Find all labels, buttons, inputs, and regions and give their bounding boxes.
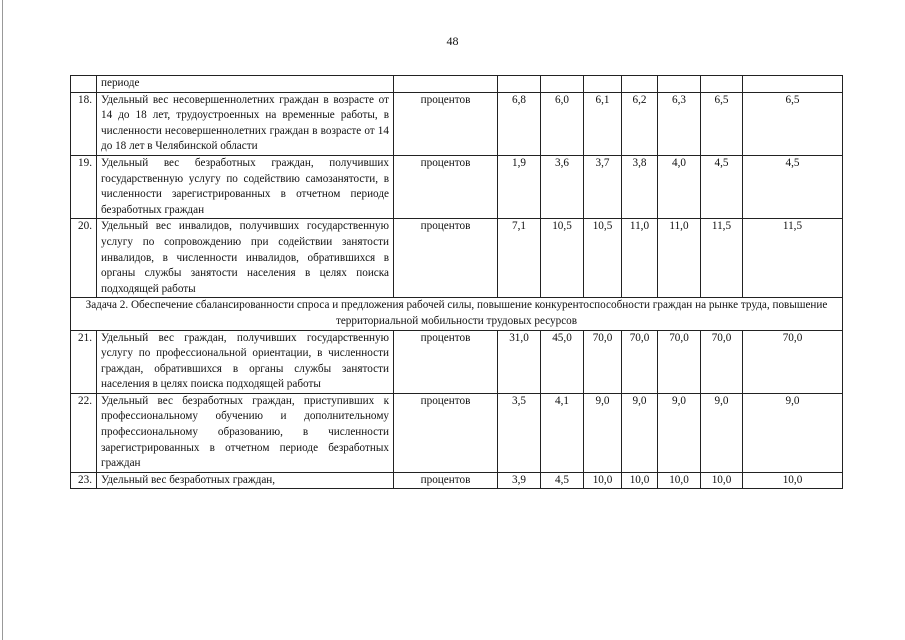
indicators-table <box>70 75 843 489</box>
indicator-value <box>658 76 701 93</box>
table-body <box>71 76 843 489</box>
indicator-value: 10,0 <box>701 472 743 489</box>
task-heading: Задача 2. Обеспечение сбалансированности спроса и предложения рабочей силы, повышение конкурентоспособности граждан на рынке труда, повышение территориальной мобильности трудовых ресурсов <box>71 298 843 330</box>
indicator-value: 11,5 <box>743 219 843 298</box>
indicator-value: 10,5 <box>584 219 622 298</box>
indicator-value: 6,3 <box>658 92 701 155</box>
indicator-value: 70,0 <box>622 330 658 393</box>
table-row <box>71 155 843 218</box>
indicator-value: 45,0 <box>541 330 584 393</box>
indicator-value <box>701 76 743 93</box>
indicator-value <box>743 76 843 93</box>
indicator-value: 6,5 <box>701 92 743 155</box>
indicator-value: 11,5 <box>701 219 743 298</box>
indicator-value: 3,9 <box>498 472 541 489</box>
indicator-value: 1,9 <box>498 155 541 218</box>
indicator-value: 6,2 <box>622 92 658 155</box>
indicator-value: 9,0 <box>743 393 843 472</box>
table-row <box>71 92 843 155</box>
page-edge-line <box>2 0 3 640</box>
indicator-value: 9,0 <box>701 393 743 472</box>
indicator-value: 3,5 <box>498 393 541 472</box>
indicator-value: 70,0 <box>584 330 622 393</box>
row-number: 19. <box>71 155 97 218</box>
table-row <box>71 330 843 393</box>
indicator-value <box>584 76 622 93</box>
row-number: 23. <box>71 472 97 489</box>
indicator-value: 6,5 <box>743 92 843 155</box>
indicator-value: 4,1 <box>541 393 584 472</box>
indicator-value: 70,0 <box>658 330 701 393</box>
indicator-value: 9,0 <box>584 393 622 472</box>
indicator-value: 4,5 <box>701 155 743 218</box>
indicator-value: 31,0 <box>498 330 541 393</box>
indicator-description: периоде <box>97 76 394 93</box>
indicator-value: 6,1 <box>584 92 622 155</box>
indicator-value: 9,0 <box>658 393 701 472</box>
indicator-value: 4,5 <box>541 472 584 489</box>
indicator-value: 9,0 <box>622 393 658 472</box>
indicator-description: Удельный вес безработных граждан, <box>97 472 394 489</box>
indicator-value: 70,0 <box>701 330 743 393</box>
row-number: 22. <box>71 393 97 472</box>
unit-of-measure: процентов <box>394 472 498 489</box>
indicator-value <box>498 76 541 93</box>
indicator-value: 6,8 <box>498 92 541 155</box>
indicator-value: 10,0 <box>658 472 701 489</box>
indicator-value: 3,7 <box>584 155 622 218</box>
indicator-description: Удельный вес безработных граждан, приступивших к профессиональному обучению и дополнительному профессиональному образованию, в численности зарегистрированных в отчетном периоде безработных граждан <box>97 393 394 472</box>
indicator-value: 3,6 <box>541 155 584 218</box>
row-number <box>71 76 97 93</box>
indicator-value <box>541 76 584 93</box>
row-number: 20. <box>71 219 97 298</box>
indicator-value: 3,8 <box>622 155 658 218</box>
indicator-value: 70,0 <box>743 330 843 393</box>
unit-of-measure: процентов <box>394 330 498 393</box>
indicator-value: 4,0 <box>658 155 701 218</box>
indicator-value: 10,0 <box>743 472 843 489</box>
indicator-value: 6,0 <box>541 92 584 155</box>
indicator-value: 7,1 <box>498 219 541 298</box>
indicator-value <box>622 76 658 93</box>
unit-of-measure: процентов <box>394 393 498 472</box>
unit-of-measure: процентов <box>394 92 498 155</box>
row-number: 18. <box>71 92 97 155</box>
continuation-row <box>71 76 843 93</box>
indicator-value: 10,5 <box>541 219 584 298</box>
unit-of-measure: процентов <box>394 219 498 298</box>
table-row <box>71 472 843 489</box>
indicator-value: 10,0 <box>584 472 622 489</box>
unit-of-measure <box>394 76 498 93</box>
indicator-value: 10,0 <box>622 472 658 489</box>
indicator-value: 11,0 <box>622 219 658 298</box>
unit-of-measure: процентов <box>394 155 498 218</box>
indicator-description: Удельный вес несовершеннолетних граждан в возрасте от 14 до 18 лет, трудоустроенных на временные работы, в численности несовершеннолетних граждан в возрасте от 14 до 18 лет в Челябинской области <box>97 92 394 155</box>
page-number: 48 <box>446 34 459 48</box>
row-number: 21. <box>71 330 97 393</box>
indicator-value: 11,0 <box>658 219 701 298</box>
indicator-value: 4,5 <box>743 155 843 218</box>
table-row <box>71 393 843 472</box>
task-heading-row <box>71 298 843 330</box>
table-row <box>71 219 843 298</box>
indicator-description: Удельный вес безработных граждан, получивших государственную услугу по содействию самозанятости, в численности зарегистрированных в отчетном периоде безработных граждан <box>97 155 394 218</box>
indicator-description: Удельный вес граждан, получивших государственную услугу по профессиональной ориентации, в численности граждан, обратившихся в органы службы занятости населения в целях поиска подходящей работы <box>97 330 394 393</box>
indicator-description: Удельный вес инвалидов, получивших государственную услугу по сопровождению при содействии занятости инвалидов, в численности инвалидов, обратившихся в органы службы занятости населения в целях поиска подходящей работы <box>97 219 394 298</box>
